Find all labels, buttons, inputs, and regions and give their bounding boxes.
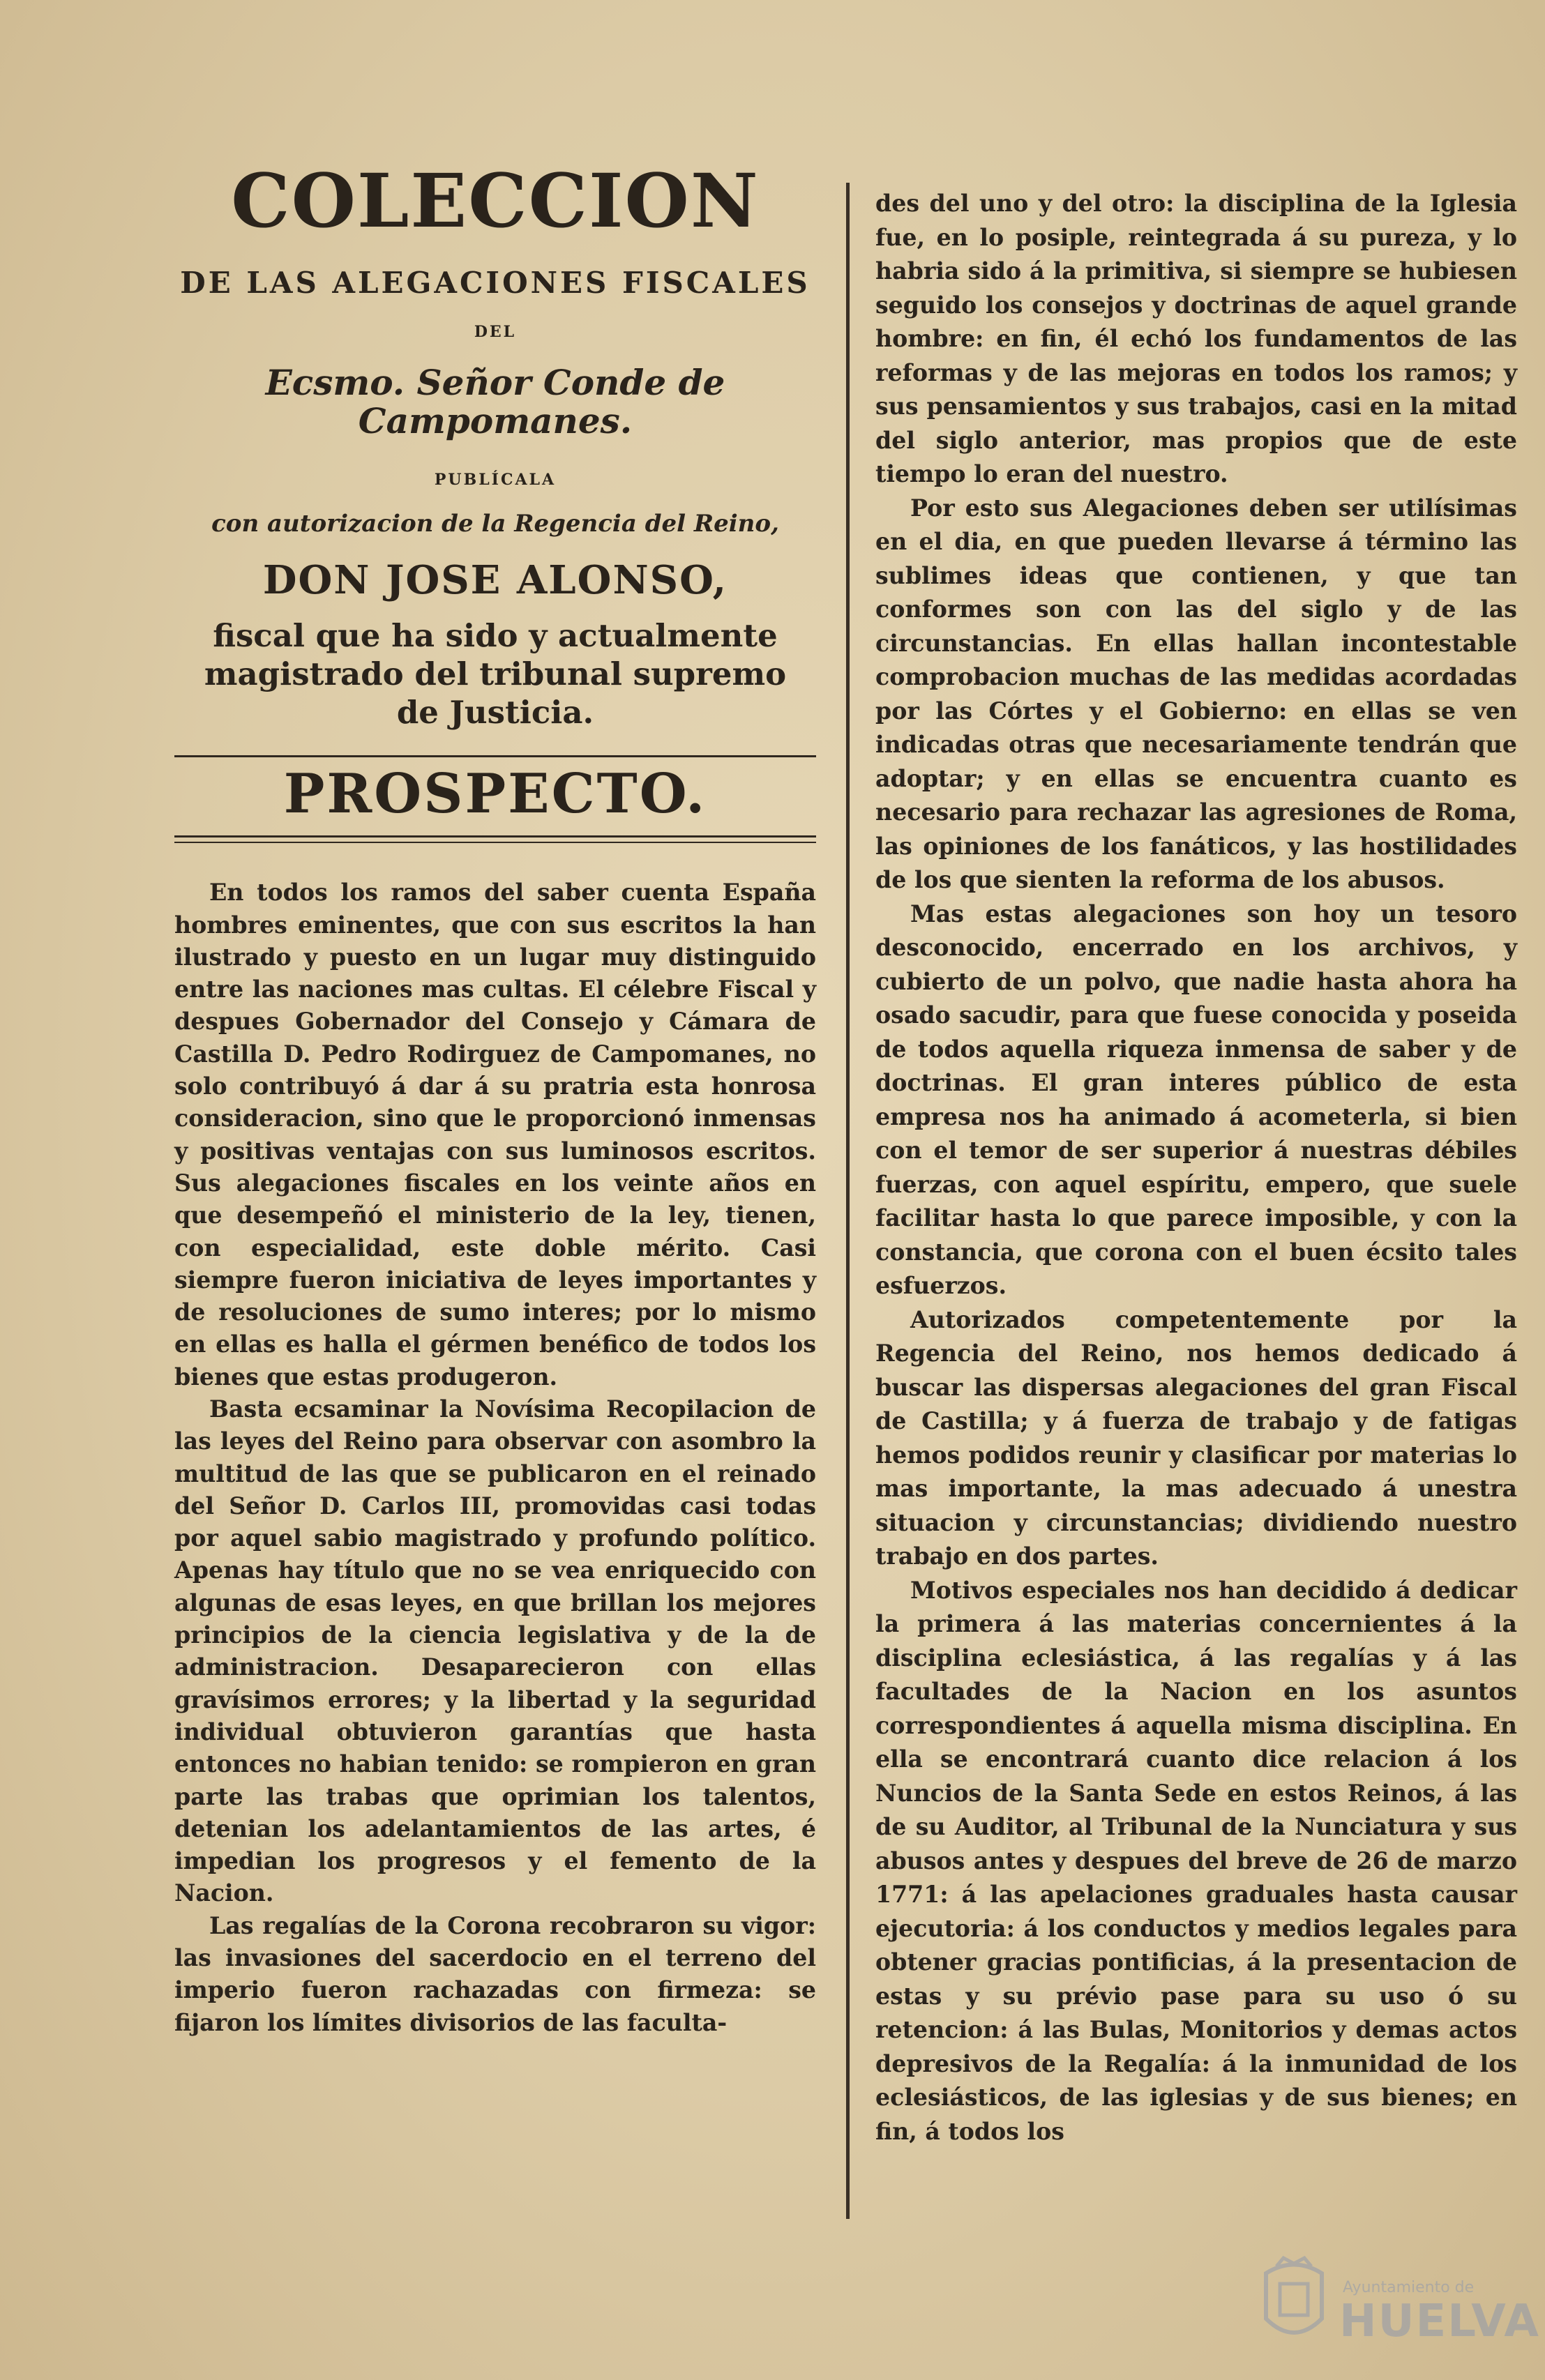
right-column [875, 187, 1517, 2148]
divider-double [174, 835, 816, 843]
paragraph: Las regalías de la Corona recobraron su vigor: las invasiones del sacerdocio en el terreno del imperio fueron rachazadas con firmeza: se fijaron los límites divisorios de las faculta- [174, 1911, 816, 2036]
publisher-name: DON JOSE ALONSO, [262, 556, 728, 603]
paragraph: Por esto sus Alegaciones deben ser utilísimas en el dia, en que pueden llevarse á término las sublimes ideas que contienen, y que tan conformes son con las del siglo y de las circunstancias. En ellas hallan incontestable comprobacion muchas de las medidas acordadas por las Córtes y el Gobierno: en ellas se ven indicadas otras que necesariamente tendrán que adoptar; y en ellas se encuentra cuanto es necesario para rechazar las agresiones de Roma, las opiniones de los fanáticos, y las hostilidades de los que sienten la reforma de los abusos. [875, 494, 1517, 893]
column-divider [846, 183, 850, 2219]
document-subtitle: DE LAS ALEGACIONES FISCALES [180, 265, 811, 300]
library-watermark [1256, 2252, 1540, 2357]
divider-top [174, 755, 816, 757]
paragraph: Autorizados competentemente por la Regencia del Reino, nos hemos dedicado á buscar las dispersas alegaciones del gran Fiscal de Castilla; y á fuerza de trabajo y de fatigas hemos podidos reunir y clasificar por materias lo mas importante, la mas adecuado á unestra situacion y circunstancias; dividiendo nuestro trabajo en dos partes. [875, 1305, 1517, 1570]
watermark-big-text: HUELVA [1339, 2296, 1540, 2347]
paragraph: Motivos especiales nos han decidido á dedicar la primera á las materias concernientes á la disciplina eclesiástica, á las regalías y á las facultades de la Nacion en los asuntos correspondientes á aquella misma disciplina. En ella se encontrará cuanto dice relacion á los Nuncios de la Santa Sede en estos Reinos, á las de su Auditor, al Tribunal de la Nunciatura y sus abusos antes y despues del breve de 26 de marzo 1771: á las apelaciones graduales hasta causar ejecutoria: á los conductos y medios legales para obtener gracias pontificias, á la presentacion de estas y su prévio pase para su uso ó su retencion: á las Bulas, Monitorios y demas actos depresivos de la Regalía: á la inmunidad de los eclesiásticos, de las iglesias y de sus bienes; en fin, á todos los [875, 1576, 1517, 2145]
publicala-label: PUBLÍCALA [434, 470, 557, 489]
publisher-role: fiscal que ha sido y actualmente magistrado del tribunal supremo de Justicia. [204, 616, 787, 731]
right-body-text [875, 187, 1517, 2148]
section-title: PROSPECTO. [283, 762, 707, 826]
author-name: Ecsmo. Señor Conde de Campomanes. [265, 361, 725, 441]
watermark-small-text: Ayuntamiento de [1343, 2279, 1475, 2296]
coat-of-arms-icon [1256, 2252, 1332, 2350]
paragraph: Mas estas alegaciones son hoy un tesoro desconocido, encerrado en los archivos, y cubierto de un polvo, que nadie hasta ahora ha osado sacudir, para que fuese conocida y poseida de todos aquella riqueza inmensa de saber y de doctrinas. El gran interes público de esta empresa nos ha animado á acometerla, si bien con el temor de ser superior á nuestras débiles fuerzas, con aquel espíritu, empero, que suele facilitar hasta lo que parece imposible, y con la constancia, que corona con el buen écsito tales esfuerzos. [875, 900, 1517, 1299]
left-body-text [174, 877, 816, 2039]
document-title: COLECCION [231, 157, 760, 244]
del-label: DEL [474, 322, 517, 341]
authorization-line: con autorizacion de la Regencia del Reino, [211, 509, 779, 538]
left-column [174, 157, 816, 2039]
paragraph: En todos los ramos del saber cuenta España hombres eminentes, que con sus escritos la han ilustrado y puesto en un lugar muy distinguido entre las naciones mas cultas. El célebre Fiscal y despues Gobernador del Consejo y Cámara de Castilla D. Pedro Rodirguez de Campomanes, no solo contribuyó á dar á su pratria esta honrosa consideracion, sino que le proporcionó inmensas y positivas ventajas con sus luminosos escritos. Sus alegaciones fiscales en los veinte años en que desempeñó el ministerio de la ley, tienen, con especialidad, este doble mérito. Casi siempre fueron iniciativa de leyes importantes y de resoluciones de sumo interes; por lo mismo en ellas es halla el gérmen benéfico de todos los bienes que estas produgeron. [174, 879, 816, 1390]
paragraph: Basta ecsaminar la Novísima Recopilacion de las leyes del Reino para observar con asombro la multitud de las que se publicaron en el reinado del Señor D. Carlos III, promovidas casi todas por aquel sabio magistrado y profundo político. Apenas hay título que no se vea enriquecido con algunas de esas leyes, en que brillan los mejores principios de la ciencia legislativa y de la de administracion. Desaparecieron con ellas gravísimos errores; y la libertad y la seguridad individual obtuvieron garantías que hasta entonces no habian tenido: se rompieron en gran parte las trabas que oprimian los talentos, detenian los adelantamientos de las artes, é impedian los progresos y el femento de la Nacion. [174, 1395, 816, 1907]
paragraph: des del uno y del otro: la disciplina de la Iglesia fue, en lo posiple, reintegrada á su pureza, y lo habria sido á la primitiva, si siempre se hubiesen seguido los consejos y doctrinas de aquel grande hombre: en fin, él echó los fundamentos de las reformas y de las mejoras en todos los ramos; y sus pensamientos y sus trabajos, casi en la mitad del siglo anterior, mas propios que de este tiempo lo eran del nuestro. [875, 190, 1517, 487]
